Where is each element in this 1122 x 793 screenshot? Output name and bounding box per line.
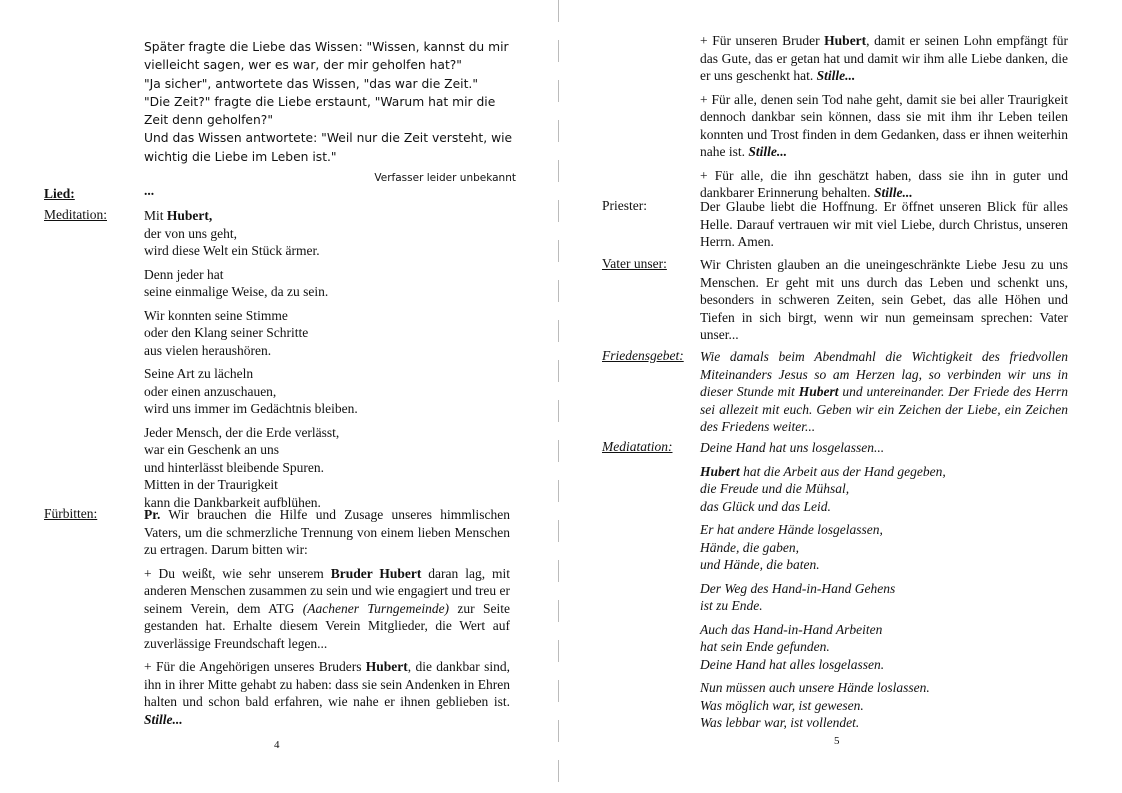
lied-label: Lied: [44, 186, 75, 201]
fuerbitte-text: + Für die Angehörigen unseres Bruders [144, 659, 366, 674]
fuerbitte-bold: Hubert [824, 33, 867, 48]
meditation-stanza: Wir konnten seine Stimme oder den Klang seiner Schritte aus vielen heraushören. [144, 307, 309, 358]
friedensgebet-text-b: und untereinander. Der Friede des Herrn sei allezeit mit euch. Geben wir ein Zeichen der Liebe, ein Zeichen des Friedens weiter... [700, 384, 1068, 434]
mediatation-stanza: Nun müssen auch unsere Hände loslassen. Was möglich war, ist gewesen. Was lebbar war, ist vollendet. [700, 680, 930, 730]
story-line: "Die Zeit?" fragte die Liebe erstaunt, "Warum hat mir die Zeit denn geholfen?" [144, 94, 496, 128]
fuerbitte-item [700, 32, 1068, 85]
mediatation-label: Mediatation: [602, 439, 673, 454]
fuerbitten-label: Fürbitten: [44, 506, 98, 521]
meditation-intro-rest: der von uns geht, wird diese Welt ein Stück ärmer. [144, 225, 320, 258]
mediatation-first: Deine Hand hat uns losgelassen... [700, 440, 885, 455]
fuerbitte-item [700, 91, 1068, 161]
fuerbitte-text: + Für alle, die ihn geschätzt haben, dass sie ihn in guter und dankbarer Erinnerung behalten. [700, 167, 1068, 200]
fuerbitten-pr: Pr. [144, 507, 161, 522]
lied-text: ... [144, 183, 155, 198]
stille-marker: Stille... [144, 711, 183, 727]
fuerbitte-item [144, 658, 510, 728]
fuerbitte-text: daran lag, mit anderen Menschen zusammen zu sein und wie engagiert und treu er seinem Verein, dem ATG [144, 565, 510, 616]
friedensgebet-label: Friedensgebet: [602, 348, 684, 363]
meditation-label: Meditation: [44, 207, 107, 222]
priester-text: Der Glaube liebt die Hoffnung. Er öffnet unseren Blick für alles Helle. Darauf vertrauen wir mit viel Liebe, durch Christus, unseren Herrn. Amen. [700, 199, 1068, 249]
fuerbitte-text: + Du weißt, wie sehr unserem [144, 565, 331, 581]
story-credit: Verfasser leider unbekannt [374, 172, 516, 185]
fuerbitte-text: , damit er seinen Lohn empfängt für das Gute, das er getan hat und damit wir ihm alle Liebe danken, die er uns geschenkt hat. [700, 33, 1068, 83]
meditation-intro-word: Mit [144, 208, 164, 223]
friedensgebet-text [700, 348, 1068, 436]
stille-marker: Stille... [748, 144, 788, 159]
meditation-text [144, 207, 524, 517]
story-line: Später fragte die Liebe das Wissen: "Wissen, kannst du mir vielleicht sagen, wer es war, der mir geholfen hat?" [144, 40, 509, 73]
meditation-stanza: Seine Art zu lächeln oder einen anzuschauen, wird uns immer im Gedächtnis bleiben. [144, 366, 358, 416]
fuerbitten-intro [144, 506, 510, 559]
fuerbitte-text: + Für unseren Bruder [700, 33, 825, 48]
meditation-name: Hubert, [166, 208, 213, 223]
mediatation-stanza: Er hat andere Hände losgelassen, Hände, die gaben, und Hände, die baten. [700, 522, 883, 572]
mediatation-stanza: Auch das Hand-in-Hand Arbeiten hat sein Ende gefunden. Deine Hand hat alles losgelassen. [700, 621, 885, 672]
stille-marker: Stille... [816, 68, 856, 83]
vater-unser-text: Wir Christen glauben an die uneingeschränkte Liebe Jesu zu uns Menschen. Er geht mit uns durch das Leben und schenkt uns, besonders in schweren Zeiten, sein Gebet, das alle Höhen und Tiefen in sich birgt, wenn wir nun gemeinsam sprechen: Vater unser... [700, 257, 1068, 342]
fuerbitte-text: + Für alle, denen sein Tod nahe geht, damit sie bei aller Traurigkeit dennoch dankbar sein können, dass sie mit ihm ihr Leben teilen konnten und Trost finden in dem Gedanken, dass er ihnen weiterhin nahe ist. [700, 91, 1068, 159]
fuerbitten-continued [700, 32, 1068, 208]
vater-unser-label: Vater unser: [602, 256, 667, 271]
friedensgebet-text-a: Wie damals beim Abendmahl die Wichtigkeit des friedvollen Miteinanders Jesus so am Herzen lag, so verbinden wir uns in dieser Stunde mit [700, 349, 1068, 399]
mediatation-text [700, 439, 1080, 738]
meditation-stanza: Jeder Mensch, der die Erde verlässt, war ein Geschenk an uns und hinterlässt bleibende Spuren. Mitten in der Traurigkeit kann die Dankbarkeit aufblühen. [144, 424, 340, 510]
fuerbitten-intro-text: Wir brauchen die Hilfe und Zusage unseres himmlischen Vaters, um die schmerzliche Trennung von einem lieben Menschen zu ertragen. Darum bitten wir: [144, 507, 510, 557]
story-block [144, 38, 516, 187]
fuerbitte-bold: Hubert [365, 659, 408, 674]
friedensgebet-bold: Hubert [798, 384, 839, 399]
mediatation-stanza [700, 463, 1080, 516]
meditation-stanza: Denn jeder hat seine einmalige Weise, da zu sein. [144, 266, 329, 299]
mediatation-bold: Hubert [700, 463, 740, 479]
page-right [562, 0, 1122, 793]
fuerbitte-text: , die dankbar sind, ihn in ihrer Mitte gehabt zu haben: dass sie sein Andenken in Ehren halten und schon bald erfahren, wie nahe er ihnen geblieben ist. [144, 659, 510, 709]
mediatation-rest: hat die Arbeit aus der Hand gegeben, die Freude und die Mühsal, das Glück und das Leid. [700, 463, 946, 514]
meditation-intro [144, 207, 524, 260]
fuerbitte-item [700, 167, 1068, 202]
page-number: 5 [834, 735, 840, 747]
story-line: "Ja sicher", antwortete das Wissen, "das war die Zeit." [144, 76, 478, 91]
stille-marker: Stille... [873, 185, 913, 200]
priester-label: Priester: [602, 198, 647, 213]
page-number: 4 [274, 739, 280, 751]
story-line: Und das Wissen antwortete: "Weil nur die Zeit versteht, wie wichtig die Liebe im Leben ist." [144, 131, 513, 164]
fuerbitte-item [144, 565, 510, 653]
fuerbitten-text [144, 506, 510, 734]
fuerbitte-bold: Bruder Hubert [330, 565, 422, 581]
fuerbitte-text: zur Seite gestanden hat. Erhalte diesem Verein Mitglieder, die Wert auf zuverlässige Freundschaft legen... [144, 600, 510, 651]
page-left [0, 0, 560, 793]
mediatation-stanza: Der Weg des Hand-in-Hand Gehens ist zu Ende. [700, 580, 896, 613]
fuerbitte-italic: (Aachener Turngemeinde) [302, 600, 450, 616]
